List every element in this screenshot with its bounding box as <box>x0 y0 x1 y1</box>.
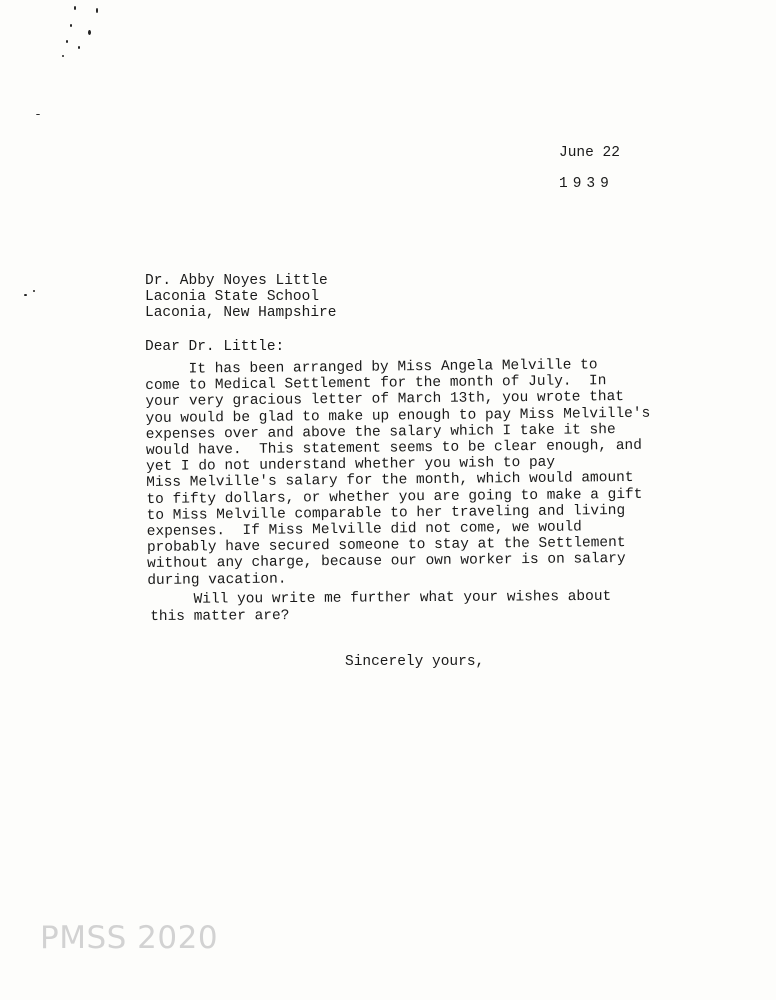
body-line: probably have secured someone to stay at the Settlement <box>146 535 626 557</box>
archive-watermark: PMSS 2020 <box>40 920 219 956</box>
body-line: Will you write me further what your wishes about <box>150 588 612 608</box>
body-line: come to Medical Settlement for the month of July. In <box>145 373 607 395</box>
scan-speck <box>66 40 68 43</box>
body-line: your very gracious letter of March 13th, you wrote that <box>145 389 625 411</box>
body-line: would have. This statement seems to be clear enough, and <box>145 437 642 460</box>
scan-speck <box>88 30 91 35</box>
scan-speck <box>78 46 80 49</box>
letter-body-paragraph-2 <box>150 589 611 626</box>
body-line: expenses. If Miss Melville did not come, we would <box>146 519 582 541</box>
scan-speck <box>36 114 40 115</box>
body-line: you would be glad to make up enough to pay Miss Melville's <box>145 405 651 427</box>
letter-body-paragraph-1 <box>145 356 677 588</box>
scan-speck <box>74 6 76 10</box>
recipient-institution: Laconia State School <box>145 289 320 305</box>
scan-speck <box>96 8 98 13</box>
scan-speck <box>62 55 64 57</box>
body-line: to fifty dollars, or whether you are going to make a gift <box>146 486 643 508</box>
scan-speck <box>24 294 27 296</box>
letter-closing: Sincerely yours, <box>345 654 485 670</box>
scan-speck <box>70 24 72 27</box>
recipient-name: Dr. Abby Noyes Little <box>145 273 328 289</box>
body-line: during vacation. <box>147 571 287 589</box>
body-line: It has been arranged by Miss Angela Melville to <box>145 357 598 378</box>
body-line: Miss Melville's salary for the month, which would amount <box>146 470 634 492</box>
body-line: without any charge, because our own worker is on salary <box>147 551 626 573</box>
letter-date-year: 1939 <box>559 176 614 192</box>
recipient-location: Laconia, New Hampshire <box>145 305 337 321</box>
salutation: Dear Dr. Little: <box>145 339 285 355</box>
body-line: expenses over and above the salary which I take it she <box>145 421 616 443</box>
body-line: to Miss Melville comparable to her traveling and living <box>146 502 626 524</box>
letter-date-month: June 22 <box>559 145 620 161</box>
body-line: yet I do not understand whether you wish to pay <box>146 454 556 476</box>
body-line: this matter are? <box>150 608 290 625</box>
scan-speck <box>33 290 35 292</box>
